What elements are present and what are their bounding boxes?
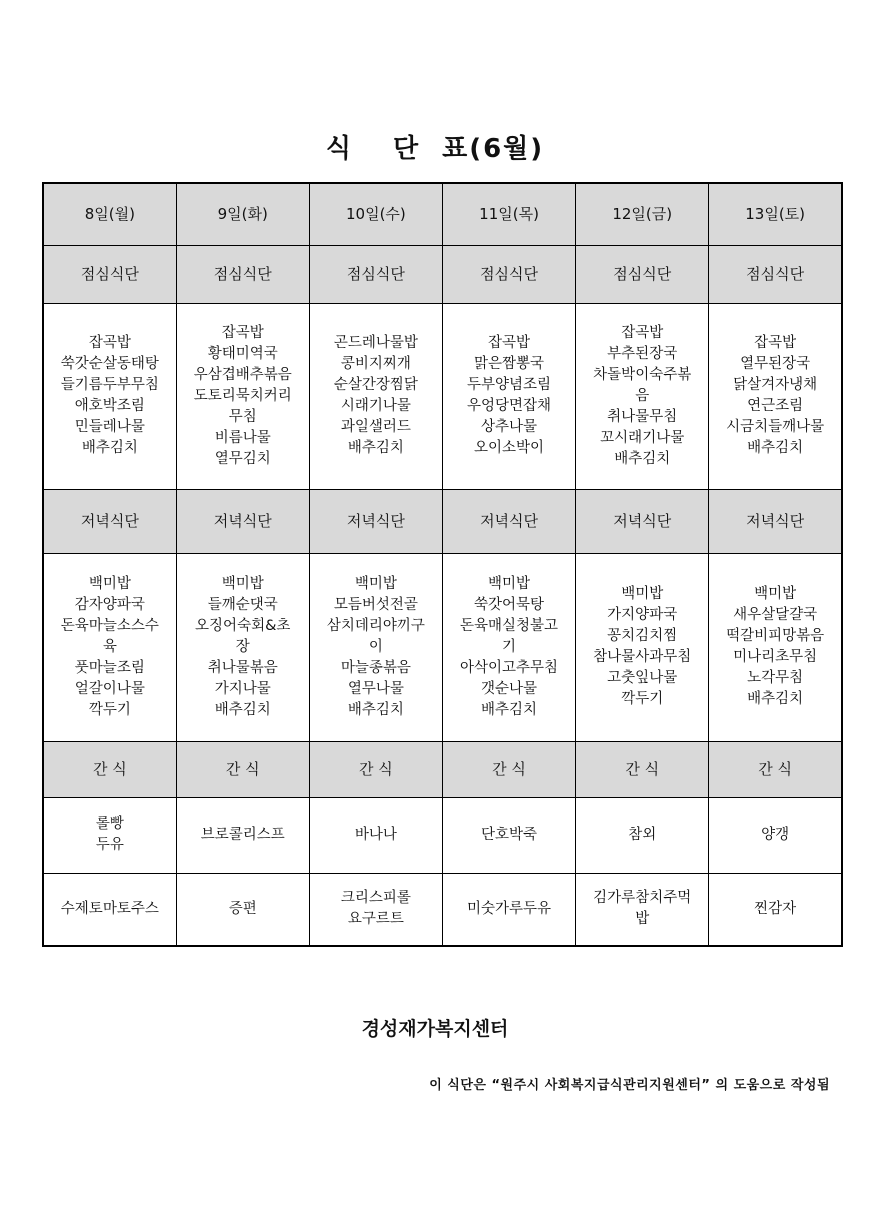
lunch-menu-item: 우엉당면잡채 [467, 398, 552, 414]
dinner-menu-item: 열무나물 [347, 680, 404, 697]
lunch-menu-item: 잡곡밥 [488, 335, 531, 351]
lunch-label-1: 점심식단 [176, 245, 309, 303]
day-header-row [43, 183, 842, 245]
lunch-menu-item: 잡곡밥 [88, 335, 131, 351]
dinner-menu-cell-5 [709, 553, 842, 741]
lunch-menu-item: 배추김치 [614, 450, 671, 467]
dinner-menu-item: 백미밥 [621, 586, 664, 602]
snack2-menu-item: 크리스피롤 [340, 890, 411, 907]
dinner-menu-item: 돈육마늘소스수 [60, 617, 159, 634]
lunch-menu-item: 들기름두부무침 [60, 377, 159, 393]
dinner-menu-item: 미나리초무침 [733, 649, 818, 665]
lunch-menu-item: 민들레나물 [74, 419, 145, 435]
dinner-menu-item: 취나물볶음 [207, 659, 278, 676]
lunch-menu-cell-2 [309, 303, 442, 489]
lunch-menu-cell-1 [176, 303, 309, 489]
snack2-menu-cell-4 [576, 873, 709, 946]
snack1-menu-list [713, 825, 837, 846]
dinner-menu-item: 쑥갓어묵탕 [474, 596, 545, 613]
snack2-menu-cell-2 [309, 873, 442, 946]
dinner-menu-item: 배추김치 [481, 701, 538, 718]
snack2-menu-item: 증편 [228, 900, 257, 917]
dinner-menu-item: 감자양파국 [74, 596, 145, 613]
lunch-menu-item: 도토리묵치커리 [193, 387, 292, 404]
lunch-menu-item: 차돌박이숙주볶 [593, 366, 692, 383]
lunch-label-2: 점심식단 [309, 245, 442, 303]
dinner-menu-item: 육 [102, 638, 117, 655]
snack-menu-row-1 [43, 797, 842, 873]
dinner-menu-cell-1 [176, 553, 309, 741]
lunch-menu-item: 순살간장찜닭 [333, 377, 418, 393]
snack1-menu-list [48, 814, 172, 856]
lunch-menu-item: 배추김치 [747, 440, 804, 456]
snack2-menu-list [314, 888, 438, 930]
snack1-menu-cell-2 [309, 797, 442, 873]
snack-label-4: 간 식 [576, 741, 709, 797]
meal-plan-table [42, 182, 843, 947]
dinner-menu-item: 가지나물 [214, 680, 271, 697]
lunch-menu-cell-5 [709, 303, 842, 489]
dinner-label-4: 저녁식단 [576, 489, 709, 553]
lunch-menu-item: 상추나물 [481, 419, 538, 435]
snack1-menu-cell-5 [709, 797, 842, 873]
lunch-label-5: 점심식단 [709, 245, 842, 303]
dinner-menu-item: 이 [368, 638, 383, 655]
snack-label-5: 간 식 [709, 741, 842, 797]
lunch-menu-list [314, 333, 438, 459]
dinner-label-row [43, 489, 842, 553]
dinner-menu-item: 고춧잎나물 [607, 670, 678, 686]
lunch-menu-item: 애호박조림 [74, 398, 145, 414]
dinner-menu-item: 얼갈이나물 [74, 680, 145, 697]
snack2-menu-list [713, 899, 837, 920]
lunch-menu-item: 취나물무침 [607, 408, 678, 425]
snack1-menu-item: 롤빵 [95, 816, 124, 832]
lunch-menu-item: 꼬시래기나물 [600, 429, 685, 446]
dinner-menu-item: 깍두기 [88, 701, 131, 718]
lunch-menu-item: 닭살겨자냉채 [733, 377, 818, 393]
snack2-menu-cell-0 [43, 873, 176, 946]
dinner-menu-item: 노각무침 [747, 670, 804, 686]
dinner-menu-list [447, 574, 571, 721]
lunch-menu-item: 연근조림 [747, 398, 804, 414]
dinner-menu-item: 모듬버섯전골 [333, 596, 418, 613]
lunch-menu-cell-0 [43, 303, 176, 489]
lunch-menu-item: 배추김치 [81, 440, 138, 456]
snack1-menu-list [181, 825, 305, 846]
snack-label-2: 간 식 [309, 741, 442, 797]
dinner-menu-item: 참나물사과무침 [593, 649, 692, 665]
title-char-2: 단 [392, 134, 421, 164]
dinner-label-2: 저녁식단 [309, 489, 442, 553]
lunch-label-row [43, 245, 842, 303]
dinner-label-0: 저녁식단 [43, 489, 176, 553]
snack1-menu-item: 단호박죽 [481, 826, 538, 843]
dinner-menu-list [48, 574, 172, 721]
dinner-menu-item: 백미밥 [221, 575, 264, 592]
dinner-menu-item: 백미밥 [88, 575, 131, 592]
snack1-menu-list [314, 825, 438, 846]
lunch-menu-item: 열무된장국 [740, 356, 811, 372]
dinner-menu-item: 꽁치김치찜 [607, 628, 678, 644]
snack2-menu-list [48, 899, 172, 920]
lunch-menu-item: 음 [635, 387, 650, 404]
snack1-menu-item: 참외 [628, 826, 657, 843]
dinner-menu-item: 백미밥 [354, 575, 397, 592]
lunch-menu-item: 열무김치 [214, 450, 271, 467]
dinner-menu-item: 마늘종볶음 [340, 659, 411, 676]
lunch-menu-list [447, 333, 571, 459]
day-header-1: 9일(화) [176, 183, 309, 245]
dinner-menu-item: 배추김치 [214, 701, 271, 718]
dinner-menu-item: 떡갈비피망볶음 [726, 628, 825, 644]
dinner-label-3: 저녁식단 [442, 489, 575, 553]
dinner-menu-item: 백미밥 [754, 586, 797, 602]
lunch-menu-item: 황태미역국 [207, 345, 278, 362]
snack-menu-row-2 [43, 873, 842, 946]
dinner-menu-item: 오징어숙회&초 [195, 617, 291, 634]
dinner-menu-cell-2 [309, 553, 442, 741]
lunch-menu-list [580, 323, 704, 470]
snack2-menu-item: 미숫가루두유 [467, 900, 552, 917]
footnote: 이 식단은 “원주시 사회복지급식관리지원센터” 의 도움으로 작성됨 [429, 1078, 830, 1093]
dinner-menu-item: 배추김치 [347, 701, 404, 718]
lunch-menu-row [43, 303, 842, 489]
snack1-menu-item: 두유 [95, 837, 124, 853]
lunch-menu-list [181, 323, 305, 470]
lunch-label-0: 점심식단 [43, 245, 176, 303]
dinner-menu-item: 돈육매실청불고 [460, 617, 559, 634]
snack1-menu-list [580, 825, 704, 846]
dinner-menu-list [713, 584, 837, 710]
lunch-menu-item: 콩비지찌개 [340, 356, 411, 372]
snack2-menu-list [181, 899, 305, 920]
lunch-menu-item: 잡곡밥 [754, 335, 797, 351]
snack1-menu-item: 바나나 [354, 826, 397, 843]
page-title [0, 128, 870, 165]
snack2-menu-item: 밥 [635, 911, 650, 928]
dinner-menu-item: 배추김치 [747, 691, 804, 707]
snack-label-row [43, 741, 842, 797]
dinner-menu-item: 아삭이고추무침 [460, 659, 559, 676]
lunch-menu-cell-3 [442, 303, 575, 489]
lunch-menu-list [713, 333, 837, 459]
snack2-menu-cell-5 [709, 873, 842, 946]
dinner-menu-cell-3 [442, 553, 575, 741]
lunch-menu-item: 부추된장국 [607, 345, 678, 362]
lunch-menu-item: 시금치들깨나물 [726, 419, 825, 435]
snack1-menu-cell-0 [43, 797, 176, 873]
day-header-3: 11일(목) [442, 183, 575, 245]
dinner-menu-item: 갯순나물 [481, 680, 538, 697]
dinner-menu-list [181, 574, 305, 721]
snack2-menu-item: 요구르트 [347, 911, 404, 928]
dinner-menu-item: 깍두기 [621, 691, 664, 707]
day-header-5: 13일(토) [709, 183, 842, 245]
dinner-menu-item: 가지양파국 [607, 607, 678, 623]
snack2-menu-cell-3 [442, 873, 575, 946]
lunch-menu-item: 과일샐러드 [340, 419, 411, 435]
lunch-label-3: 점심식단 [442, 245, 575, 303]
dinner-menu-item: 풋마늘조림 [74, 659, 145, 676]
dinner-menu-item: 들깨순댓국 [207, 596, 278, 613]
center-name: 경성재가복지센터 [361, 1018, 509, 1040]
dinner-menu-item: 삼치데리야끼구 [326, 617, 425, 634]
dinner-menu-item: 새우살달걀국 [733, 607, 818, 623]
dinner-menu-item: 기 [502, 638, 517, 655]
lunch-menu-item: 비름나물 [214, 429, 271, 446]
dinner-menu-cell-0 [43, 553, 176, 741]
day-header-0: 8일(월) [43, 183, 176, 245]
snack2-menu-item: 수제토마토주스 [60, 900, 159, 917]
snack2-menu-item: 김가루참치주먹 [593, 890, 692, 907]
snack1-menu-cell-4 [576, 797, 709, 873]
snack-label-0: 간 식 [43, 741, 176, 797]
lunch-menu-item: 오이소박이 [474, 440, 545, 456]
snack2-menu-cell-1 [176, 873, 309, 946]
snack2-menu-list [447, 899, 571, 920]
dinner-menu-row [43, 553, 842, 741]
day-header-4: 12일(금) [576, 183, 709, 245]
lunch-menu-item: 두부양념조림 [467, 377, 552, 393]
lunch-menu-item: 잡곡밥 [221, 324, 264, 341]
dinner-label-1: 저녁식단 [176, 489, 309, 553]
title-rest: 표(6월) [442, 134, 545, 164]
lunch-menu-item: 쑥갓순살동태탕 [60, 356, 159, 372]
lunch-menu-item: 곤드레나물밥 [333, 335, 418, 351]
snack1-menu-cell-1 [176, 797, 309, 873]
snack1-menu-item: 브로콜리스프 [200, 826, 285, 843]
lunch-menu-item: 우삼겹배추볶음 [193, 366, 292, 383]
lunch-menu-list [48, 333, 172, 459]
dinner-menu-cell-4 [576, 553, 709, 741]
dinner-menu-item: 백미밥 [488, 575, 531, 592]
snack1-menu-list [447, 825, 571, 846]
lunch-menu-cell-4 [576, 303, 709, 489]
dinner-menu-list [580, 584, 704, 710]
lunch-menu-item: 맑은짬뽕국 [474, 356, 545, 372]
snack-label-1: 간 식 [176, 741, 309, 797]
snack2-menu-list [580, 888, 704, 930]
lunch-menu-item: 배추김치 [347, 440, 404, 456]
lunch-menu-item: 시래기나물 [340, 398, 411, 414]
lunch-menu-item: 무침 [228, 408, 257, 425]
dinner-menu-list [314, 574, 438, 721]
snack-label-3: 간 식 [442, 741, 575, 797]
dinner-menu-item: 장 [235, 638, 250, 655]
lunch-menu-item: 잡곡밥 [621, 324, 664, 341]
snack1-menu-cell-3 [442, 797, 575, 873]
lunch-label-4: 점심식단 [576, 245, 709, 303]
snack1-menu-item: 양갱 [761, 826, 790, 843]
day-header-2: 10일(수) [309, 183, 442, 245]
dinner-label-5: 저녁식단 [709, 489, 842, 553]
snack2-menu-item: 찐감자 [754, 900, 797, 917]
title-char-1: 식 [325, 134, 353, 164]
